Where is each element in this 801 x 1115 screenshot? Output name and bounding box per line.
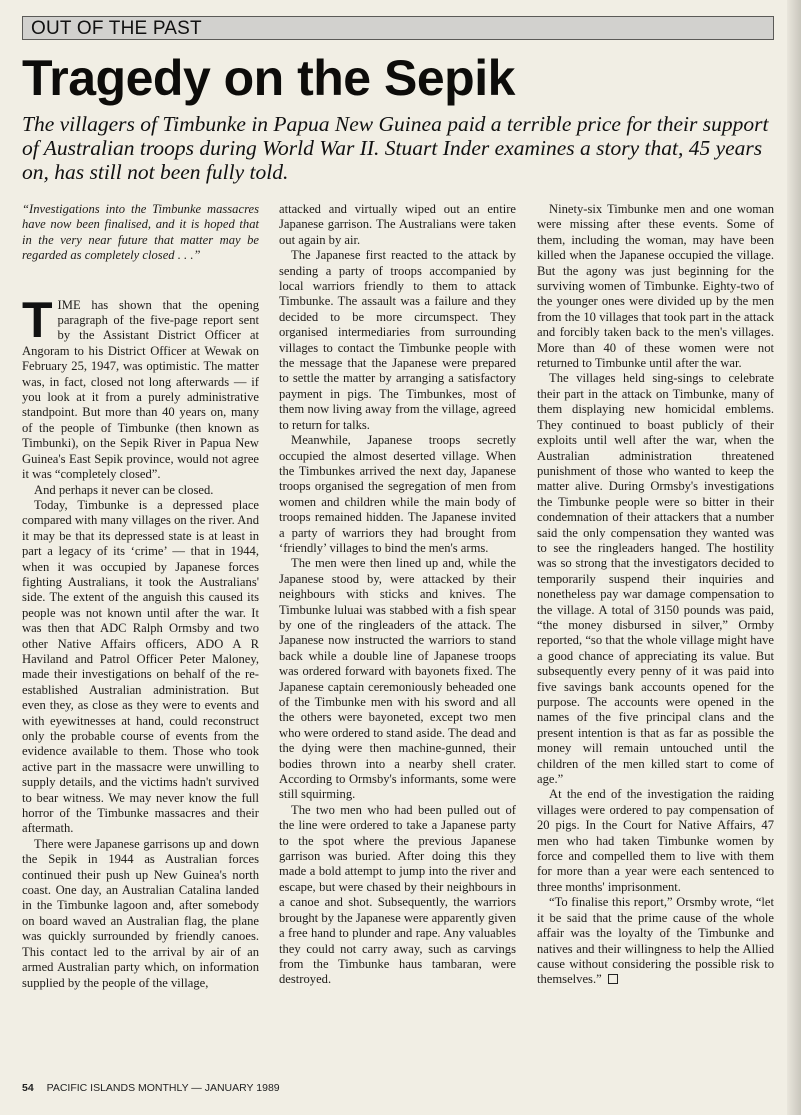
paragraph-text: “To finalise this report,” Orsmby wrote, “let it be said that the prime cause of the whole affair was the loyalty of the Timbunke and natives and their willingness to help the Allied cause without considering the possible risk to themselves.” [537, 895, 774, 987]
publication-info: PACIFIC ISLANDS MONTHLY — JANUARY 1989 [46, 1082, 280, 1094]
article-paragraph: Ninety-six Timbunke men and one woman were missing after these events. Some of them, including the woman, may have been killed when the Japanese occupied the village. But the agony was just beginning for the surviving women of Timbunke. Eighty-two of the younger ones were divided up by the men from the 10 villages that took part in the attack and forcibly taken back to the men's villages. More than 40 of these women were not returned to Timbunke until after the war. [537, 202, 774, 371]
article-paragraph: At the end of the investigation the raiding villages were ordered to pay compensation of 20 pigs. In the Court for Native Affairs, 47 men who had taken Timbunke women by force and compelled them to live with them for more than a year were each sentenced to three months' imprisonment. [537, 787, 774, 894]
article-paragraph [537, 895, 774, 987]
article-paragraph: Today, Timbunke is a depressed place compared with many villages on the river. And it may be that its depressed state is at least in part a legacy of its ‘crime’ — that in 1944, when it was occupied by Japanese forces fighting Australians, it took the Australians' side. The extent of the anguish this caused its people was not known until after the war. It was then that ADC Ralph Ormsby and two other Native Affairs officers, ADO A R Haviland and Patrol Officer Peter Maloney, made their investigations on behalf of the re-established Australian administration. But even they, as close as they were to events and with eyewitnesses at hand, could reconstruct only the probable course of events from the evidence available to them. Those who took active part in the massacre were unwilling to supply details, and the victims hadn't survived to bear witness. We may never know the full horror of the Timbunke massacres and their aftermath. [22, 497, 259, 836]
section-label: OUT OF THE PAST [31, 18, 202, 39]
article-column-2 [279, 202, 516, 988]
drop-cap: T [22, 291, 53, 348]
article-standfirst: The villagers of Timbunke in Papua New Guinea paid a terrible price for their support of Australian troops during World War II. Stuart Inder examines a story that, 45 years on, has still not been fully told. [22, 112, 769, 184]
paragraph-text: IME has shown that the opening paragraph of the five-page report sent by the Assistant District Officer at Angoram to his District Officer at Wewak on February 25, 1947, was optimistic. The matter was, in fact, closed not long afterwards — if you look at it from a purely administrative standpoint. But more than 40 years on, many of the people of Timbunke (then known as Timbunki), on the Sepik River in Papua New Guinea's East Sepik province, would not agree it was “completely closed”. [22, 297, 259, 482]
article-paragraph: Meanwhile, Japanese troops secretly occupied the almost deserted village. When the Timbunkes arrived the next day, Japanese troops organised the segregation of men from women and children while the main body of troops remained hidden. The Japanese invited a party of warriors they had brought from ‘friendly’ villages to bind the men's arms. [279, 433, 516, 555]
article-paragraph: The Japanese first reacted to the attack by sending a party of troops accompanied by local warriors friendly to them to attack Timbunke. The assault was a failure and they decided to be more circumspect. They organised intermediaries from surrounding villages to contact the Timbunke people with the message that the Japanese were prepared to settle the matter by arranging a satisfactory payment in pigs. The Timbunkes, most of them now living away from the village, agreed to return for talks. [279, 248, 516, 432]
article-paragraph: There were Japanese garrisons up and down the Sepik in 1944 as Australian forces continued their push up New Guinea's north coast. One day, an Australian Catalina landed in the Timbunke lagoon and, after somebody on board waved an Australian flag, the plane was quickly surrounded by friendly canoes. This contact led to the arrival by air of an armed Australian party which, on information supplied by the people of the village, [22, 836, 259, 990]
article-paragraph: attacked and virtually wiped out an entire Japanese garrison. The Australians were taken out again by air. [279, 202, 516, 247]
article-paragraph: The men were then lined up and, while the Japanese stood by, were attacked by their neighbours with sticks and knives. The Timbunke luluai was stabbed with a fish spear by one of the ringleaders of the attack. The Japanese now instructed the warriors to stand back while a double line of Japanese troops was ordered forward with bayonets fixed. The Japanese captain ceremoniously beheaded one of the Timbunke men with his sword and all the others were bayoneted, except two men who were ordered to stand aside. The dead and the dying were then machine-gunned, their bodies thrown into a nearby shell crater. According to Ormsby's informants, some were still squirming. [279, 556, 516, 802]
page-edge [787, 0, 801, 1115]
page-number: 54 [22, 1082, 34, 1094]
section-header-bar [22, 16, 774, 40]
intro-quote: “Investigations into the Timbunke massacres have now been finalised, and it is hoped that in the very near future that matter may be regarded as completely closed . . .” [22, 202, 259, 263]
end-of-article-icon [608, 974, 618, 984]
article-column-1 [22, 202, 259, 991]
article-column-3 [537, 202, 774, 988]
page-footer [22, 1082, 280, 1094]
article-paragraph: The two men who had been pulled out of the line were ordered to take a Japanese party to the spot where the previous Japanese garrison was buried. After doing this they made a bold attempt to jump into the river and escape, but were chased by their neighbours in a canoe and shot. Subsequently, the warriors brought by the Japanese were apparently given a free hand to plunder and rape. Any valuables they could not carry away, such as carvings from the Timbunke haus tambaran, were destroyed. [279, 802, 516, 987]
article-paragraph: The villages held sing-sings to celebrate their part in the attack on Timbunke, many of them displaying new homicidal emblems. They continued to boast publicly of their exploits until well after the war, when the Australian administration threatened punishment of those who wanted to keep the matter alive. During Ormsby's investigations the Timbunke people were so bitter in their condemnation of their attackers that a number said the only compensation they wanted was to see the ringleaders hanged. The hostility was so strong that the investigators decided to temporarily suspend their inquiries and nonetheless pay war damage compensation to the village. A total of 3150 pounds was paid, “the money disbursed in silver,” Ormby reported, “so that the whole village might have a good chance of appreciating its value. But subsequently every penny of it was paid into five savings bank accounts opened for the purpose. The accounts were opened in the names of the five principal clans and the present intention is that as far as possible the money will remain untouched until the children of the men killed start to come of age.” [537, 371, 774, 787]
article-paragraph: And perhaps it never can be closed. [34, 482, 214, 497]
article-headline: Tragedy on the Sepik [22, 50, 515, 106]
article-paragraph [22, 291, 259, 483]
